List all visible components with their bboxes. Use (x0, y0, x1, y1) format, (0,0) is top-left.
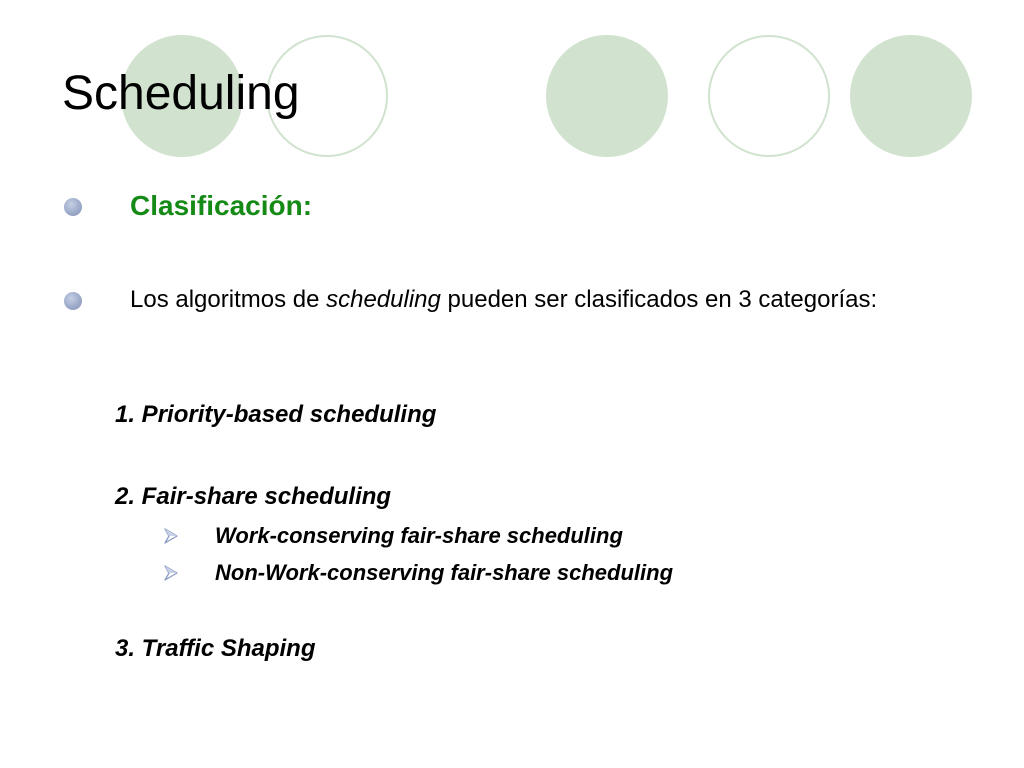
sub-item-work-conserving: Work-conserving fair-share scheduling (215, 523, 623, 548)
intro-text-emphasis: scheduling (326, 286, 441, 313)
intro-text-before: Los algoritmos de (130, 286, 327, 313)
list-item-priority-based: 1. Priority-based scheduling (115, 401, 437, 428)
decorative-circle-outline (708, 35, 830, 157)
sub-item-non-work-conserving: Non-Work-conserving fair-share scheduling (215, 560, 674, 585)
slide-title: Scheduling (62, 67, 300, 120)
list-item-traffic-shaping: 3. Traffic Shaping (115, 635, 316, 662)
list-item-fair-share: 2. Fair-share scheduling (115, 483, 392, 510)
intro-text-after: pueden ser clasificados en 3 categorías: (440, 286, 878, 313)
decorative-circle-filled (850, 35, 972, 157)
intro-paragraph (130, 284, 890, 316)
section-heading: Clasificación: (130, 190, 313, 221)
circle-bullet-icon (64, 292, 82, 310)
arrow-bullet-icon (163, 528, 179, 544)
arrow-bullet-icon (163, 565, 179, 581)
circle-bullet-icon (64, 198, 82, 216)
decorative-circle-filled (546, 35, 668, 157)
